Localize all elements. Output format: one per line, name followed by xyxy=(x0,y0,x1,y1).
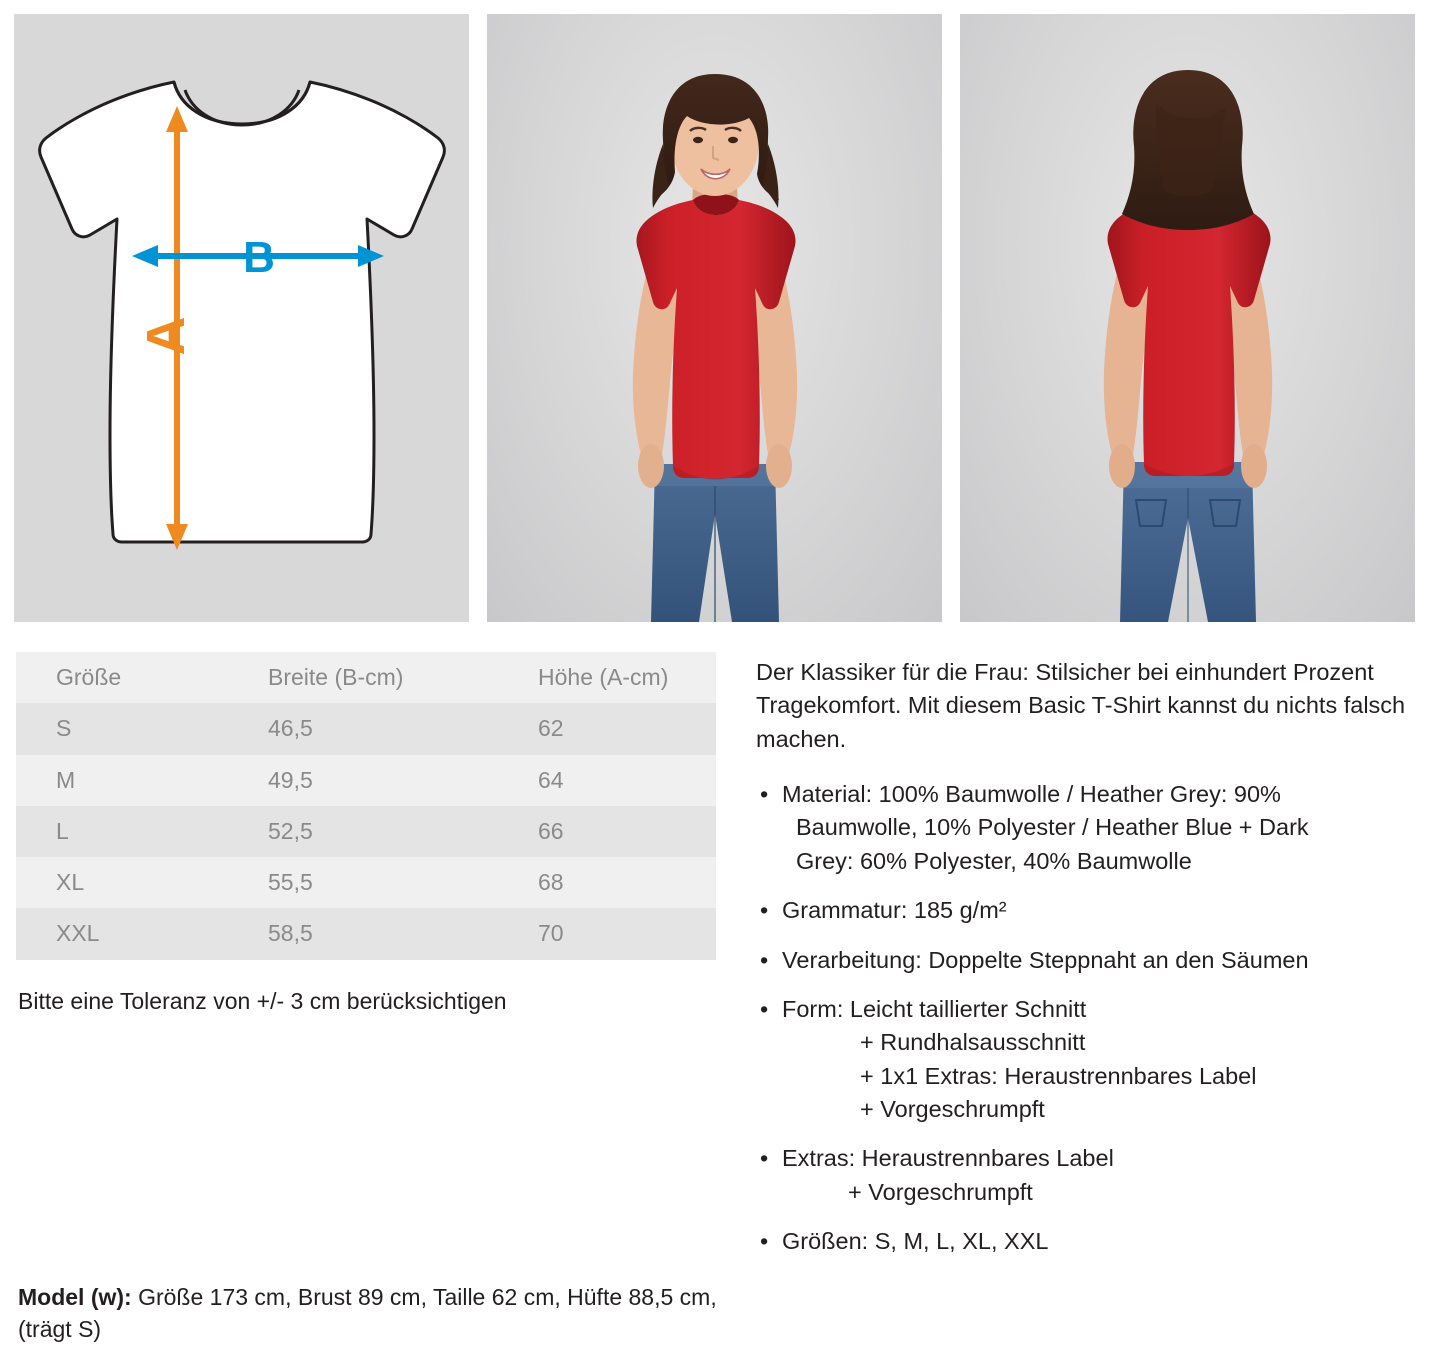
model-front-illustration xyxy=(487,14,942,622)
feature-shape-sub-2: + 1x1 Extras: Heraustrennbares Label xyxy=(860,1062,1257,1089)
header-width: Breite (B-cm) xyxy=(268,664,404,690)
cell-size: L xyxy=(56,817,69,844)
feature-extras-text: Extras: Heraustrennbares Label xyxy=(782,1145,1114,1172)
cell-size: XL xyxy=(56,869,85,896)
cell-width: 49,5 xyxy=(268,766,313,793)
cell-width: 55,5 xyxy=(268,869,313,896)
model-note-label: Model (w): xyxy=(18,1283,132,1310)
feature-sizes-text: Größen: S, M, L, XL, XXL xyxy=(782,1228,1049,1255)
product-image-row xyxy=(0,0,1442,622)
cell-height: 68 xyxy=(538,869,564,896)
svg-text:A: A xyxy=(136,316,196,356)
feature-weight xyxy=(756,894,1426,927)
feature-material-cont-1: Baumwolle, 10% Polyester / Heather Blue + Dark xyxy=(796,814,1309,841)
table-row xyxy=(16,703,716,754)
feature-list xyxy=(756,778,1426,1258)
cell-height: 70 xyxy=(538,920,564,947)
table-row xyxy=(16,755,716,806)
description-intro: Der Klassiker für die Frau: Stilsicher bei einhundert Prozent Tragekomfort. Mit diesem Basic T-Shirt kannst du nichts falsch machen. xyxy=(756,659,1406,752)
size-table xyxy=(16,652,716,960)
feature-weight-text: Grammatur: 185 g/m² xyxy=(782,897,1007,924)
description-column xyxy=(756,652,1426,1274)
cell-size: M xyxy=(56,766,76,793)
tolerance-note: Bitte eine Toleranz von +/- 3 cm berücksichtigen xyxy=(18,987,507,1014)
technical-drawing-image xyxy=(14,14,469,622)
feature-shape-text: Form: Leicht taillierter Schnitt xyxy=(782,995,1087,1022)
cell-height: 62 xyxy=(538,715,564,742)
feature-extras-sub-1: + Vorgeschrumpft xyxy=(848,1178,1033,1205)
cell-width: 58,5 xyxy=(268,920,313,947)
feature-processing-text: Verarbeitung: Doppelte Steppnaht an den Säumen xyxy=(782,946,1309,973)
cell-height: 66 xyxy=(538,817,564,844)
model-note-text: Größe 173 cm, Brust 89 cm, Taille 62 cm, Hüfte 88,5 cm, (trägt S) xyxy=(18,1283,717,1343)
feature-shape-sub-3: + Vorgeschrumpft xyxy=(860,1095,1045,1122)
cell-width: 52,5 xyxy=(268,817,313,844)
model-note xyxy=(18,1281,718,1346)
feature-sizes xyxy=(756,1225,1426,1258)
feature-shape-sub-1: + Rundhalsausschnitt xyxy=(860,1029,1086,1056)
tshirt-technical-diagram xyxy=(14,14,469,622)
cell-height: 64 xyxy=(538,766,564,793)
svg-text:B: B xyxy=(243,233,275,282)
feature-material-cont-2: Grey: 60% Polyester, 40% Baumwolle xyxy=(796,847,1192,874)
feature-material xyxy=(756,778,1426,878)
feature-material-text: Material: 100% Baumwolle / Heather Grey: 90% xyxy=(782,781,1281,808)
header-size: Größe xyxy=(56,664,122,690)
feature-processing xyxy=(756,944,1426,977)
table-row xyxy=(16,806,716,857)
model-back-image xyxy=(960,14,1415,622)
model-back-illustration xyxy=(960,14,1415,622)
table-row xyxy=(16,908,716,959)
details-section xyxy=(0,622,1442,1274)
cell-size: S xyxy=(56,715,72,742)
table-header-row xyxy=(16,652,716,703)
model-front-image xyxy=(487,14,942,622)
feature-shape xyxy=(756,993,1426,1126)
header-height: Höhe (A-cm) xyxy=(538,664,669,690)
cell-width: 46,5 xyxy=(268,715,313,742)
size-info-column xyxy=(16,652,732,1274)
table-row xyxy=(16,857,716,908)
cell-size: XXL xyxy=(56,920,100,947)
feature-extras xyxy=(756,1142,1426,1209)
